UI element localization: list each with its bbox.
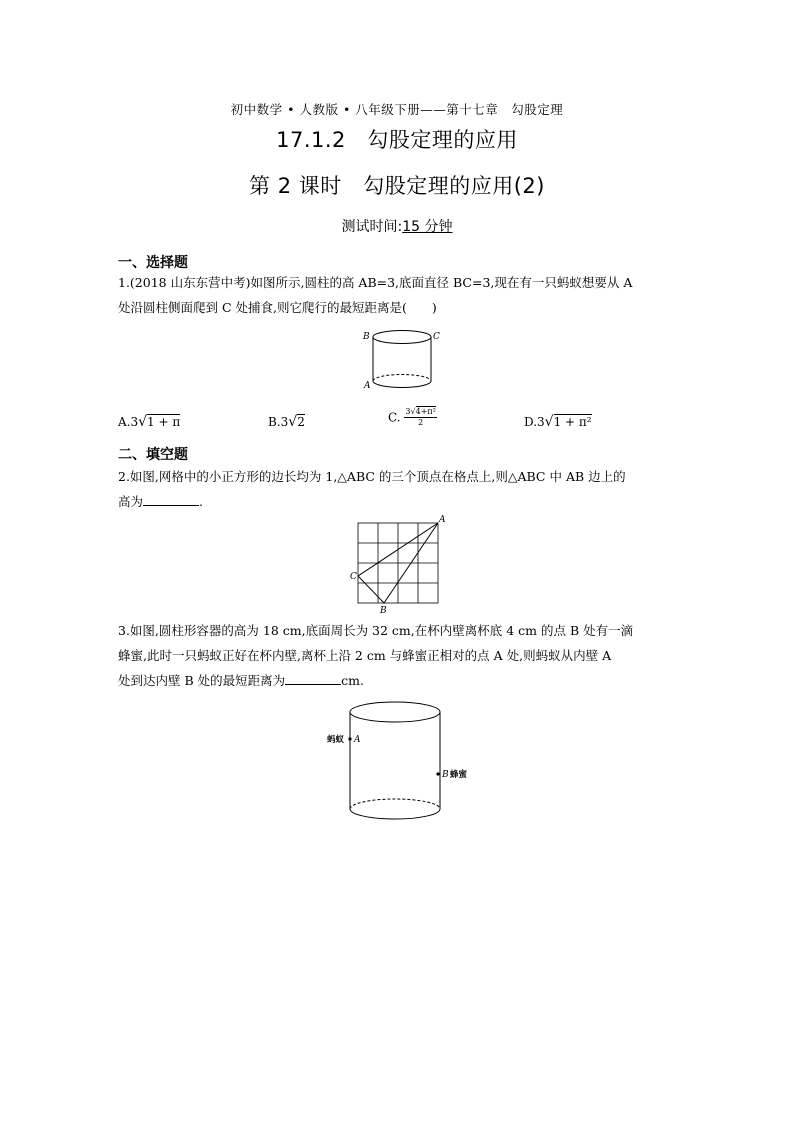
question-1-line1: 1.(2018 山东东营中考)如图所示,圆柱的高 AB=3,底面直径 BC=3,现在有一只蚂蚁想要从 A <box>118 275 633 290</box>
fig1-label-c: C <box>433 332 440 342</box>
section-title: 17.1.2 勾股定理的应用 <box>276 128 518 152</box>
question-1-line2: 处沿圆柱侧面爬到 C 处捕食,则它爬行的最短距离是( ) <box>118 300 437 315</box>
question-3-line3: 处到达内壁 B 处的最短距离为 cm. <box>118 668 678 693</box>
option-c: C. $\frac{\text{3√4+π²}}{2}$ <box>388 407 436 427</box>
page-header: 初中数学 • 人教版 • 八年级下册——第十七章 勾股定理 <box>230 102 564 117</box>
fig2-label-c: C <box>350 572 357 582</box>
point-b <box>436 772 439 775</box>
question-1 <box>118 270 678 320</box>
option-a: A.3√1 + π <box>118 414 181 430</box>
fig3-label-ant: 蚂蚁 <box>327 735 345 745</box>
question-3 <box>118 618 678 693</box>
question-3-line1: 3.如图,圆柱形容器的高为 18 cm,底面周长为 32 cm,在杯内壁离杯底 4 cm 的点 B 处有一滴 <box>118 623 634 638</box>
question-2-line2: 高为 . <box>118 489 678 514</box>
point-a <box>348 737 351 740</box>
question-2 <box>118 464 678 514</box>
fig3-label-b: B <box>442 770 449 780</box>
option-d: D.3√1 + π² <box>524 414 592 430</box>
section-fill-heading: 二、填空题 <box>118 447 188 463</box>
fig3-label-honey: 蜂蜜 <box>450 770 468 780</box>
fig1-label-a: A <box>364 381 371 391</box>
fig2-label-a: A <box>439 515 446 525</box>
fig1-label-b: B <box>363 332 370 342</box>
question-3-line2: 蜂蜜,此时一只蚂蚁正好在杯内壁,离杯上沿 2 cm 与蜂蜜正相对的点 A 处,则蚂蚁从内壁 A <box>118 648 612 663</box>
test-time-value: 15 分钟 <box>402 219 453 235</box>
grid-figure <box>348 514 448 614</box>
cylinder-figure-1 <box>362 326 442 392</box>
question-2-line1: 2.如图,网格中的小正方形的边长均为 1,△ABC 的三个顶点在格点上,则△ABC 中 AB 边上的 <box>118 469 626 484</box>
answer-blank-3[interactable] <box>285 670 341 685</box>
answer-blank-2[interactable] <box>143 491 199 506</box>
lesson-title: 第 2 课时 勾股定理的应用(2) <box>249 174 545 198</box>
option-b: B.3√2 <box>268 414 305 430</box>
section-choice-heading: 一、选择题 <box>118 255 188 271</box>
test-time-label: 测试时间: <box>341 219 403 235</box>
cylinder-figure-2 <box>326 698 476 828</box>
fig2-label-b: B <box>380 606 387 614</box>
test-time <box>0 216 794 236</box>
fig3-label-a: A <box>354 735 361 745</box>
